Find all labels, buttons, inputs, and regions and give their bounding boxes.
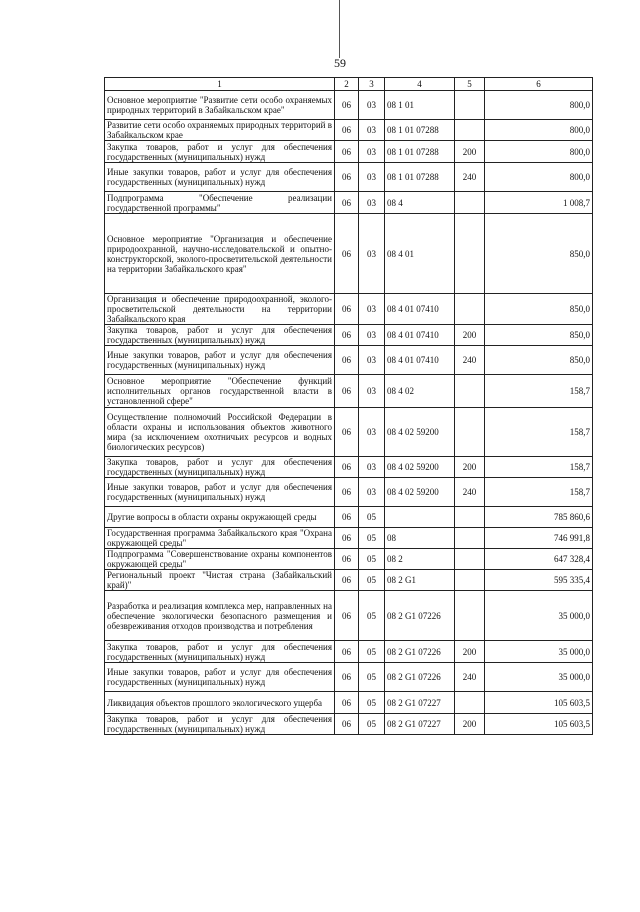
subsection-code: 03	[359, 214, 385, 294]
amount: 35 000,0	[485, 663, 593, 692]
section-code: 06	[335, 141, 359, 163]
row-name: Основное мероприятие "Организация и обеспечение природоохранной, научно-исследовательской и опытно-конструкторской, эколого-просветительской деятельности на территории Забайкальского края"	[105, 214, 335, 294]
amount: 800,0	[485, 120, 593, 141]
expense-type-code	[455, 120, 485, 141]
target-article-code: 08 2 G1 07226	[385, 641, 455, 663]
row-name: Развитие сети особо охраняемых природных территорий в Забайкальском крае	[105, 120, 335, 141]
target-article-code: 08 2 G1 07227	[385, 692, 455, 714]
target-article-code: 08 2 G1 07226	[385, 591, 455, 641]
target-article-code: 08 2	[385, 549, 455, 570]
section-code: 06	[335, 214, 359, 294]
expense-type-code	[455, 408, 485, 457]
row-name: Разработка и реализация комплекса мер, направленных на обеспечение экологически безопасного размещения и обезвреживания отходов производства и потребления	[105, 591, 335, 641]
expense-type-code	[455, 294, 485, 325]
table-row	[105, 692, 593, 714]
amount: 746 991,8	[485, 528, 593, 549]
row-name: Подпрограмма "Совершенствование охраны компонентов окружающей среды"	[105, 549, 335, 570]
subsection-code: 03	[359, 294, 385, 325]
table-row	[105, 570, 593, 591]
section-code: 06	[335, 478, 359, 507]
target-article-code: 08	[385, 528, 455, 549]
subsection-code: 03	[359, 325, 385, 346]
column-header: 6	[485, 78, 593, 91]
section-code: 06	[335, 692, 359, 714]
amount: 158,7	[485, 457, 593, 478]
target-article-code: 08 4 01 07410	[385, 325, 455, 346]
table-row	[105, 663, 593, 692]
target-article-code: 08 4 01 07410	[385, 294, 455, 325]
subsection-code: 03	[359, 120, 385, 141]
target-article-code	[385, 507, 455, 528]
expense-type-code: 200	[455, 641, 485, 663]
expense-type-code	[455, 214, 485, 294]
header-row	[105, 78, 593, 91]
target-article-code: 08 2 G1 07227	[385, 714, 455, 735]
row-name: Региональный проект "Чистая страна (Забайкальский край)"	[105, 570, 335, 591]
expense-type-code: 200	[455, 325, 485, 346]
table-body	[105, 91, 593, 735]
table-row	[105, 408, 593, 457]
expense-type-code	[455, 91, 485, 120]
amount: 850,0	[485, 325, 593, 346]
column-header: 1	[105, 78, 335, 91]
column-header: 5	[455, 78, 485, 91]
column-header: 4	[385, 78, 455, 91]
section-code: 06	[335, 91, 359, 120]
row-name: Закупка товаров, работ и услуг для обеспечения государственных (муниципальных) нужд	[105, 325, 335, 346]
row-name: Ликвидация объектов прошлого экологического ущерба	[105, 692, 335, 714]
subsection-code: 03	[359, 163, 385, 192]
row-name: Другие вопросы в области охраны окружающей среды	[105, 507, 335, 528]
amount: 800,0	[485, 141, 593, 163]
table-row	[105, 325, 593, 346]
target-article-code: 08 4 02 59200	[385, 457, 455, 478]
target-article-code: 08 4 01 07410	[385, 346, 455, 375]
subsection-code: 03	[359, 141, 385, 163]
expense-type-code: 240	[455, 478, 485, 507]
table-row	[105, 528, 593, 549]
subsection-code: 03	[359, 408, 385, 457]
row-name: Иные закупки товаров, работ и услуг для обеспечения государственных (муниципальных) нужд	[105, 478, 335, 507]
subsection-code: 03	[359, 346, 385, 375]
section-code: 06	[335, 663, 359, 692]
section-code: 06	[335, 120, 359, 141]
table-row	[105, 478, 593, 507]
table-row	[105, 294, 593, 325]
subsection-code: 05	[359, 714, 385, 735]
amount: 850,0	[485, 214, 593, 294]
amount: 1 008,7	[485, 192, 593, 214]
amount: 850,0	[485, 294, 593, 325]
amount: 800,0	[485, 91, 593, 120]
target-article-code: 08 4 02 59200	[385, 408, 455, 457]
target-article-code: 08 1 01	[385, 91, 455, 120]
column-header: 2	[335, 78, 359, 91]
section-code: 06	[335, 457, 359, 478]
target-article-code: 08 1 01 07288	[385, 141, 455, 163]
row-name: Осуществление полномочий Российской Федерации в области охраны и использования объектов животного мира (за исключением охотничьих ресурсов и водных биологических ресурсов)	[105, 408, 335, 457]
expense-type-code: 240	[455, 163, 485, 192]
section-code: 06	[335, 192, 359, 214]
target-article-code: 08 4 01	[385, 214, 455, 294]
expense-type-code: 240	[455, 663, 485, 692]
table-row	[105, 120, 593, 141]
table-row	[105, 346, 593, 375]
subsection-code: 03	[359, 375, 385, 408]
expense-type-code	[455, 375, 485, 408]
amount: 785 860,6	[485, 507, 593, 528]
row-name: Основное мероприятие "Обеспечение функций исполнительных органов государственной власти в установленной сфере"	[105, 375, 335, 408]
expense-type-code	[455, 692, 485, 714]
section-code: 06	[335, 325, 359, 346]
subsection-code: 05	[359, 641, 385, 663]
column-header: 3	[359, 78, 385, 91]
table-row	[105, 214, 593, 294]
row-name: Государственная программа Забайкальского края "Охрана окружающей среды"	[105, 528, 335, 549]
target-article-code: 08 4	[385, 192, 455, 214]
target-article-code: 08 2 G1 07226	[385, 663, 455, 692]
subsection-code: 03	[359, 478, 385, 507]
amount: 850,0	[485, 346, 593, 375]
row-name: Закупка товаров, работ и услуг для обеспечения государственных (муниципальных) нужд	[105, 641, 335, 663]
target-article-code: 08 4 02 59200	[385, 478, 455, 507]
amount: 595 335,4	[485, 570, 593, 591]
expense-type-code: 200	[455, 141, 485, 163]
row-name: Закупка товаров, работ и услуг для обеспечения государственных (муниципальных) нужд	[105, 141, 335, 163]
table-row	[105, 641, 593, 663]
row-name: Подпрограмма "Обеспечение реализации государственной программы"	[105, 192, 335, 214]
table-row	[105, 591, 593, 641]
expense-type-code: 240	[455, 346, 485, 375]
expense-type-code: 200	[455, 457, 485, 478]
amount: 35 000,0	[485, 591, 593, 641]
section-code: 06	[335, 375, 359, 408]
table-row	[105, 507, 593, 528]
subsection-code: 05	[359, 528, 385, 549]
expense-type-code	[455, 549, 485, 570]
section-code: 06	[335, 570, 359, 591]
subsection-code: 03	[359, 91, 385, 120]
amount: 105 603,5	[485, 692, 593, 714]
amount: 800,0	[485, 163, 593, 192]
row-name: Закупка товаров, работ и услуг для обеспечения государственных (муниципальных) нужд	[105, 714, 335, 735]
section-code: 06	[335, 641, 359, 663]
amount: 158,7	[485, 478, 593, 507]
table-row	[105, 549, 593, 570]
expense-type-code	[455, 507, 485, 528]
expense-type-code	[455, 528, 485, 549]
target-article-code: 08 1 01 07288	[385, 120, 455, 141]
section-code: 06	[335, 507, 359, 528]
target-article-code: 08 4 02	[385, 375, 455, 408]
row-name: Основное мероприятие "Развитие сети особо охраняемых природных территорий в Забайкальском крае"	[105, 91, 335, 120]
page-number: 59	[334, 56, 346, 70]
expense-type-code: 200	[455, 714, 485, 735]
row-name: Иные закупки товаров, работ и услуг для обеспечения государственных (муниципальных) нужд	[105, 346, 335, 375]
table-row	[105, 192, 593, 214]
target-article-code: 08 2 G1	[385, 570, 455, 591]
amount: 647 328,4	[485, 549, 593, 570]
amount: 35 000,0	[485, 641, 593, 663]
amount: 158,7	[485, 408, 593, 457]
subsection-code: 03	[359, 457, 385, 478]
table-row	[105, 163, 593, 192]
section-code: 06	[335, 346, 359, 375]
expense-type-code	[455, 591, 485, 641]
expense-type-code	[455, 570, 485, 591]
subsection-code: 05	[359, 591, 385, 641]
target-article-code: 08 1 01 07288	[385, 163, 455, 192]
budget-table	[104, 77, 593, 735]
section-code: 06	[335, 549, 359, 570]
row-name: Иные закупки товаров, работ и услуг для обеспечения государственных (муниципальных) нужд	[105, 163, 335, 192]
subsection-code: 05	[359, 570, 385, 591]
subsection-code: 05	[359, 663, 385, 692]
expense-type-code	[455, 192, 485, 214]
section-code: 06	[335, 591, 359, 641]
section-code: 06	[335, 294, 359, 325]
row-name: Закупка товаров, работ и услуг для обеспечения государственных (муниципальных) нужд	[105, 457, 335, 478]
section-code: 06	[335, 408, 359, 457]
amount: 158,7	[485, 375, 593, 408]
table-row	[105, 457, 593, 478]
table-row	[105, 714, 593, 735]
row-name: Организация и обеспечение природоохранной, эколого-просветительской деятельности на территории Забайкальского края	[105, 294, 335, 325]
subsection-code: 05	[359, 692, 385, 714]
fold-mark	[339, 0, 340, 58]
amount: 105 603,5	[485, 714, 593, 735]
subsection-code: 05	[359, 507, 385, 528]
table-row	[105, 141, 593, 163]
subsection-code: 05	[359, 549, 385, 570]
table-row	[105, 375, 593, 408]
section-code: 06	[335, 163, 359, 192]
section-code: 06	[335, 528, 359, 549]
section-code: 06	[335, 714, 359, 735]
row-name: Иные закупки товаров, работ и услуг для обеспечения государственных (муниципальных) нужд	[105, 663, 335, 692]
table-row	[105, 91, 593, 120]
subsection-code: 03	[359, 192, 385, 214]
